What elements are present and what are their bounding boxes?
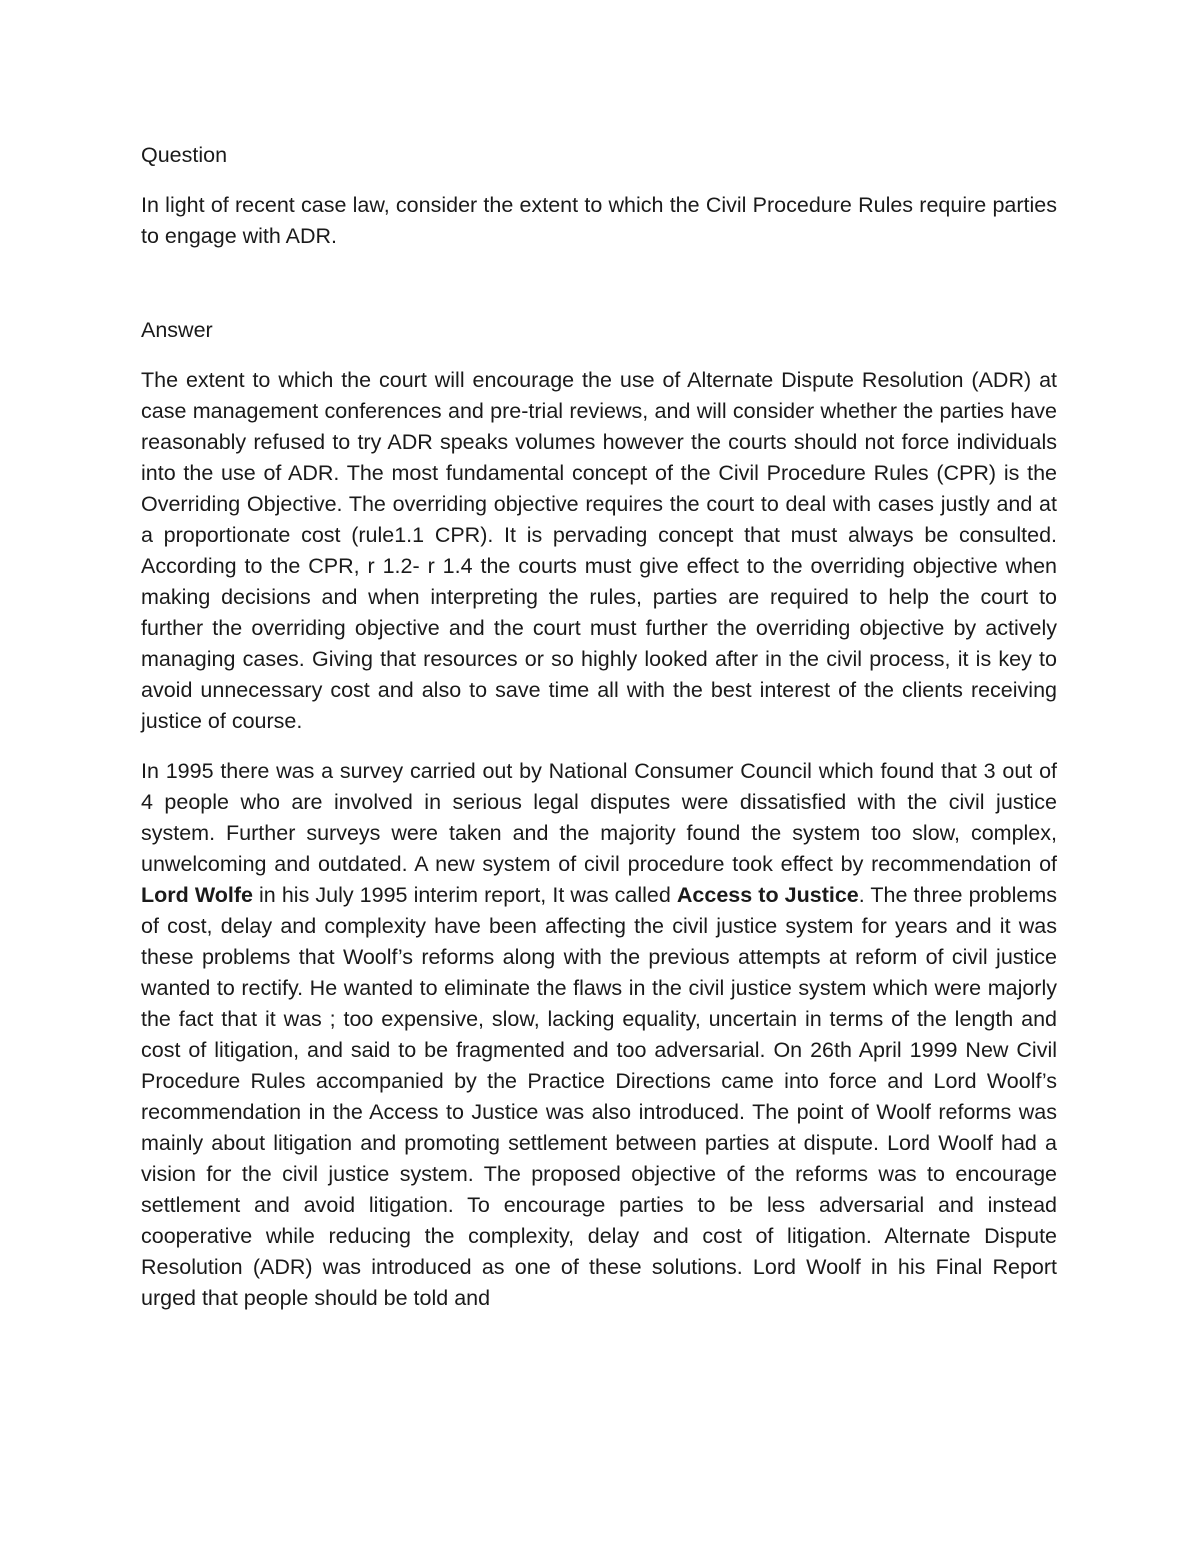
answer-paragraph-1: The extent to which the court will encourage the use of Alternate Dispute Resolution (ADR) at case management conferences and pre-trial reviews, and will consider whether the parties have reasonably refused to try ADR speaks volumes however the courts should not force individuals into the use of ADR. The most fundamental concept of the Civil Procedure Rules (CPR) is the Overriding Objective. The overriding objective requires the court to deal with cases justly and at a proportionate cost (rule1.1 CPR). It is pervading concept that must always be consulted. According to the CPR, r 1.2- r 1.4 the courts must give effect to the overriding objective when making decisions and when interpreting the rules, parties are required to help the court to further the overriding objective and the court must further the overriding objective by actively managing cases. Giving that resources or so highly looked after in the civil process, it is key to avoid unnecessary cost and also to save time all with the best interest of the clients receiving justice of course. [141, 368, 1057, 733]
question-text: In light of recent case law, consider the extent to which the Civil Procedure Rules require parties to engage with ADR. [141, 193, 1057, 248]
answer-heading: Answer [141, 318, 213, 342]
paragraph-2-part-2: in his July 1995 interim report, It was called [252, 883, 677, 907]
paragraph-2-part-3: . The three problems of cost, delay and complexity have been affecting the civil justice system for years and it was these problems that Woolf’s reforms along with the previous attempts at reform of civil justice wanted to rectify. He wanted to eliminate the flaws in the civil justice system which were majorly the fact that it was ; too expensive, slow, lacking equality, uncertain in terms of the length and cost of litigation, and said to be fragmented and too adversarial. On 26th April 1999 New Civil Procedure Rules accompanied by the Practice Directions came into force and Lord Woolf’s recommendation in the Access to Justice was also introduced. The point of Woolf reforms was mainly about litigation and promoting settlement between parties at dispute. Lord Woolf had a vision for the civil justice system. The proposed objective of the reforms was to encourage settlement and avoid litigation. To encourage parties to be less adversarial and instead cooperative while reducing the complexity, delay and cost of litigation. Alternate Dispute Resolution (ADR) was introduced as one of these solutions. Lord Woolf in his Final Report urged that people should be told and [141, 883, 1058, 1310]
question-heading: Question [141, 143, 228, 167]
answer-paragraph-2 [141, 756, 1057, 1314]
document-page [141, 140, 1057, 1333]
paragraph-2-part-1: In 1995 there was a survey carried out by National Consumer Council which found that 3 out of 4 people who are involved in serious legal disputes were dissatisfied with the civil justice system. Further surveys were taken and the majority found the system too slow, complex, unwelcoming and outdated. A new system of civil procedure took effect by recommendation of [141, 759, 1057, 876]
lord-wolfe-bold: Lord Wolfe [141, 883, 253, 907]
access-to-justice-bold: Access to Justice [676, 883, 859, 907]
